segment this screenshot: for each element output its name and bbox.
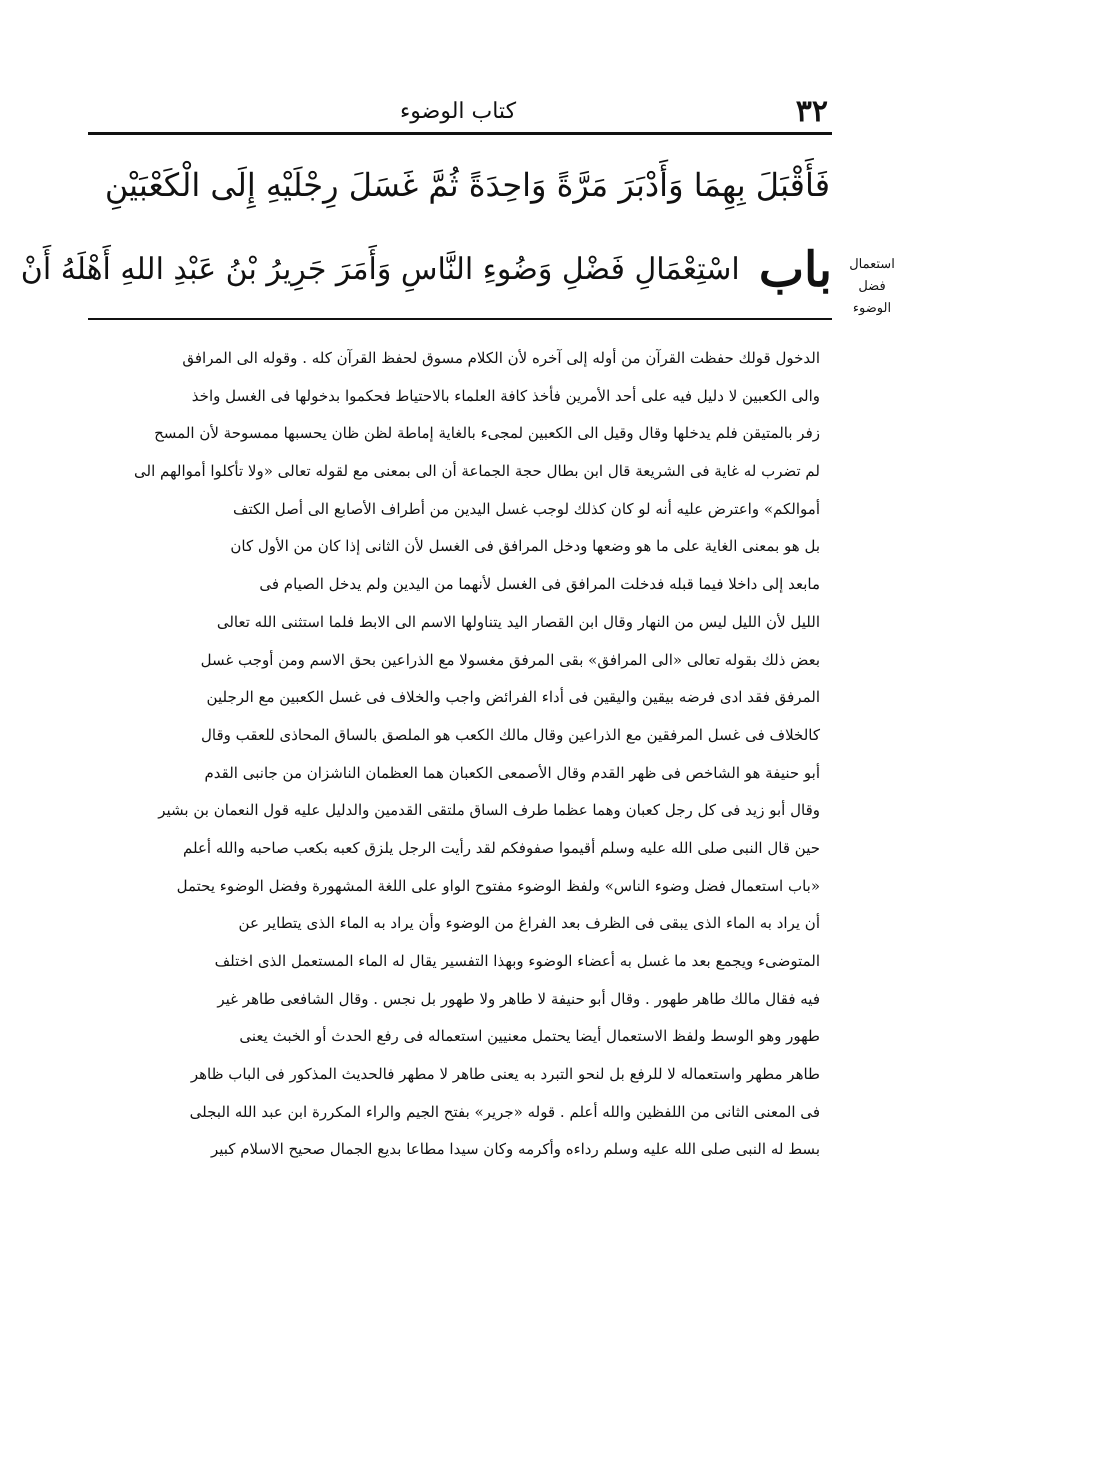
margin-note-line: استعمال xyxy=(849,257,895,272)
commentary-line: المرفق فقد ادى فرضه بيقين واليقين فى أداء الفرائض واجب والخلاف فى غسل الكعبين مع الرجلين xyxy=(206,688,820,707)
commentary-line: فيه فقال مالك طاهر طهور . وقال أبو حنيفة لا طاهر ولا طهور بل نجس . وقال الشافعى طاهر غير xyxy=(217,989,820,1008)
commentary-line: طاهر مطهر واستعماله لا للرفع بل لنحو التبرد به يعنى طاهر لا مطهر فالحديث المذكور فى الباب ظاهر xyxy=(190,1065,820,1084)
page-number: ٣٢ xyxy=(795,94,828,129)
commentary-line: أن يراد به الماء الذى يبقى فى الظرف بعد الفراغ من الوضوء وأن يراد به الماء الذى يتطاير عن xyxy=(238,914,820,933)
commentary-line: الليل لأن الليل ليس من النهار وقال ابن القصار اليد يتناولها الاسم الى الابط فلما استثنى الله تعالى xyxy=(216,612,820,631)
chapter-heading xyxy=(20,232,832,308)
commentary-line: فى المعنى الثانى من اللفظين والله أعلم . قوله «جرير» بفتح الجيم والراء المكررة ابن عبد الله البجلى xyxy=(189,1102,820,1121)
commentary-line: أموالكم» واعترض عليه أنه لو كان كذلك لوجب غسل اليدين من أطراف الأصابع الى أصل الكتف xyxy=(232,499,820,518)
commentary-line: بعض ذلك بقوله تعالى «الى المرافق» بقى المرفق مغسولا مع الذراعين بحق الاسم ومن أوجب غسل xyxy=(200,650,820,669)
commentary-line: كالخلاف فى غسل المرفقين مع الذراعين وقال مالك الكعب هو الملصق بالساق المحاذى للعقب وقال xyxy=(201,725,820,744)
commentary-line: وقال أبو زيد فى كل رجل كعبان وهما عظما طرف الساق ملتقى القدمين والدليل عليه قول النعمان بن بشير xyxy=(158,801,820,820)
running-title: كتاب الوضوء xyxy=(399,99,517,124)
commentary-line: طهور وهو الوسط ولفظ الاستعمال أيضا يحتمل معنيين استعماله فى رفع الحدث أو الخبث يعنى xyxy=(239,1027,820,1046)
commentary-line: مابعد إلى داخلا فيما قبله فدخلت المرافق فى الغسل لأنهما من اليدين ولم يدخل الصيام فى xyxy=(259,575,820,594)
hadith-text-line: فَأَقْبَلَ بِهِمَا وَأَدْبَرَ مَرَّةً وَاحِدَةً ثُمَّ غَسَلَ رِجْلَيْهِ إِلَى الْكَعْبَيْنِ xyxy=(104,166,830,204)
commentary-body xyxy=(92,340,820,1169)
chapter-title: اسْتِعْمَالِ فَضْلِ وَضُوءِ النَّاسِ وَأَمَرَ جَرِيرُ بْنُ عَبْدِ اللهِ أَهْلَهُ أَنْ xyxy=(20,252,740,287)
header-rule xyxy=(88,132,832,135)
commentary-line: زفر بالمتيقن فلم يدخلها وقال وقيل الى الكعبين لمجىء بالغاية إماطة لظن ظان يحسبها ممسوحة لأن المسح xyxy=(154,424,820,443)
commentary-line: والى الكعبين لا دليل فيه على أحد الأمرين فأخذ كافة العلماء بالاحتياط فحكموا بدخولها فى الغسل واخذ xyxy=(191,386,820,405)
page-header xyxy=(88,92,828,132)
commentary-line: بل هو بمعنى الغاية على ما هو وضعها ودخل المرافق فى الغسل لأن الثانى إذا كان من الأول كان xyxy=(230,537,820,556)
margin-note-line: فضل الوضوء xyxy=(852,279,892,316)
commentary-line: المتوضىء ويجمع بعد ما غسل به أعضاء الوضوء وبهذا التفسير يقال له الماء المستعمل الذى اختلف xyxy=(214,952,820,970)
commentary-line: أبو حنيفة هو الشاخص فى ظهر القدم وقال الأصمعى الكعبان هما العظمان الناشزان من جانبى القدم xyxy=(204,763,820,782)
commentary-line: حين قال النبى صلى الله عليه وسلم أقيموا صفوفكم لقد رأيت الرجل يلزق كعبه بكعب صاحبه والله أعلم xyxy=(183,838,820,857)
commentary-line: الدخول قولك حفظت القرآن من أوله إلى آخره لأن الكلام مسوق لحفظ القرآن كله . وقوله الى المرافق xyxy=(182,349,820,367)
margin-note xyxy=(840,254,904,320)
chapter-word: باب xyxy=(758,242,832,298)
commentary-rule xyxy=(88,318,832,320)
commentary-line: «باب استعمال فضل وضوء الناس» ولفظ الوضوء مفتوح الواو على اللغة المشهورة وفضل الوضوء يحتمل xyxy=(176,876,820,895)
commentary-line: بسط له النبى صلى الله عليه وسلم رداءه وأكرمه وكان سيدا مطاعا بديع الجمال صحيح الاسلام كبير xyxy=(210,1140,820,1159)
commentary-line: لم تضرب له غاية فى الشريعة قال ابن بطال حجة الجماعة أن الى بمعنى مع لقوله تعالى «ولا تأكلوا أموالهم الى xyxy=(134,462,820,481)
